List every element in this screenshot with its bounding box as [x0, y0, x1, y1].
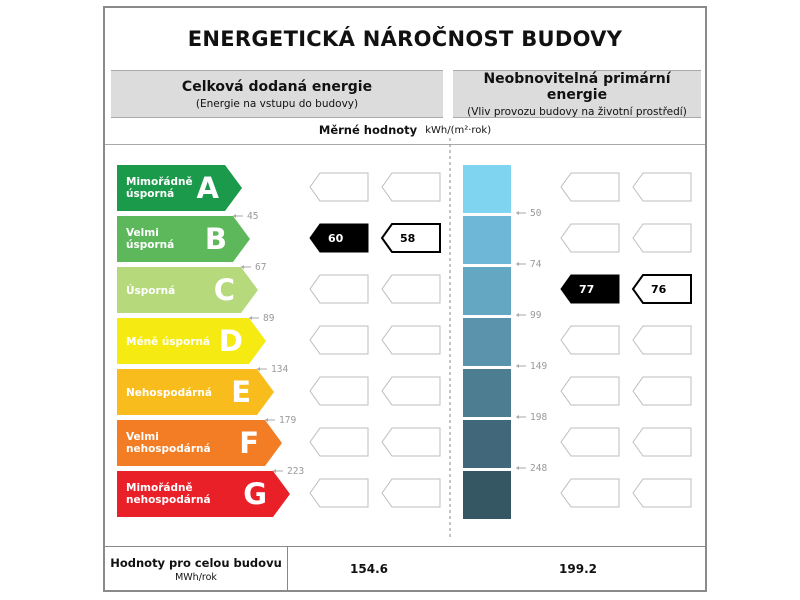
units-label: Měrné hodnoty [318, 123, 418, 137]
right-threshold-label: 248 [530, 463, 548, 474]
empty-marker-slot [382, 275, 440, 303]
energy-scale-graphic [105, 8, 705, 594]
right-header-subtitle: (Vliv provozu budovy na životní prostředí) [467, 105, 687, 118]
class-letter-a: A [196, 171, 219, 205]
empty-marker-slot [633, 479, 691, 507]
empty-marker-slot [561, 326, 619, 354]
empty-marker-slot [310, 275, 368, 303]
primary-energy-bar-segment [463, 267, 511, 315]
empty-marker-slot [561, 224, 619, 252]
class-letter-d: D [218, 324, 243, 358]
right-threshold-arrowhead [516, 211, 519, 215]
empty-marker-slot [633, 428, 691, 456]
energy-label-frame [103, 6, 707, 592]
primary-energy-bar-segment [463, 318, 511, 366]
empty-marker-slot [310, 173, 368, 201]
right-threshold-label: 50 [530, 208, 542, 219]
empty-marker-slot [633, 326, 691, 354]
empty-marker-slot [310, 479, 368, 507]
class-name-b: Velmi [126, 227, 159, 239]
left-threshold-label: 223 [287, 466, 305, 477]
right-threshold-label: 74 [530, 259, 542, 270]
class-name-a: Mimořádně [126, 176, 193, 188]
left-header-subtitle: (Energie na vstupu do budovy) [195, 97, 359, 110]
right-threshold-label: 198 [530, 412, 548, 423]
class-letter-e: E [231, 375, 251, 409]
class-letter-c: C [213, 273, 235, 307]
page-title: ENERGETICKÁ NÁROČNOST BUDOVY [187, 27, 623, 51]
left-reference-value: 58 [400, 232, 416, 245]
empty-marker-slot [382, 326, 440, 354]
primary-energy-bar-segment [463, 165, 511, 213]
class-letter-f: F [239, 426, 259, 460]
class-name-a: úsporná [126, 188, 175, 200]
left-threshold-label: 89 [263, 313, 275, 324]
right-threshold-arrowhead [516, 364, 519, 368]
right-threshold-arrowhead [516, 415, 519, 419]
empty-marker-slot [561, 377, 619, 405]
right-threshold-arrowhead [516, 262, 519, 266]
footer-unit: MWh/rok [175, 571, 217, 583]
left-threshold-label: 67 [255, 262, 267, 273]
class-name-g: nehospodárná [126, 494, 211, 506]
class-letter-g: G [243, 477, 267, 511]
right-reference-value: 76 [651, 283, 667, 296]
right-building-value: 77 [579, 283, 595, 296]
units-unit: kWh/(m²·rok) [425, 124, 492, 136]
class-name-g: Mimořádně [126, 482, 193, 494]
primary-energy-bar-segment [463, 420, 511, 468]
class-name-d: Méně úsporná [126, 336, 211, 348]
empty-marker-slot [310, 377, 368, 405]
empty-marker-slot [382, 428, 440, 456]
class-name-c: Úsporná [126, 285, 176, 297]
class-name-f: nehospodárná [126, 443, 211, 455]
empty-marker-slot [561, 479, 619, 507]
footer-label: Hodnoty pro celou budovu [110, 555, 282, 570]
right-threshold-arrowhead [516, 466, 519, 470]
right-threshold-arrowhead [516, 313, 519, 317]
empty-marker-slot [382, 173, 440, 201]
empty-marker-slot [561, 428, 619, 456]
left-header-title: Celková dodaná energie [181, 78, 373, 95]
class-name-e: Nehospodárná [126, 387, 212, 399]
left-threshold-label: 45 [247, 211, 259, 222]
empty-marker-slot [310, 428, 368, 456]
primary-energy-bar-segment [463, 369, 511, 417]
footer-left-value: 154.6 [350, 562, 388, 576]
footer-right-value: 199.2 [559, 562, 597, 576]
footer-row [105, 546, 705, 591]
empty-marker-slot [382, 479, 440, 507]
empty-marker-slot [633, 377, 691, 405]
footer-label-cell [105, 547, 288, 591]
empty-marker-slot [561, 173, 619, 201]
right-header-title: Neobnovitelná primární energie [483, 70, 671, 103]
primary-energy-bar-segment [463, 471, 511, 519]
primary-energy-bar-segment [463, 216, 511, 264]
empty-marker-slot [310, 326, 368, 354]
left-building-value: 60 [328, 232, 344, 245]
class-name-f: Velmi [126, 431, 159, 443]
class-letter-b: B [204, 222, 227, 256]
empty-marker-slot [633, 224, 691, 252]
right-threshold-label: 99 [530, 310, 542, 321]
empty-marker-slot [382, 377, 440, 405]
left-threshold-label: 134 [271, 364, 289, 375]
left-threshold-label: 179 [279, 415, 297, 426]
class-name-b: úsporná [126, 239, 175, 251]
right-threshold-label: 149 [530, 361, 548, 372]
empty-marker-slot [633, 173, 691, 201]
